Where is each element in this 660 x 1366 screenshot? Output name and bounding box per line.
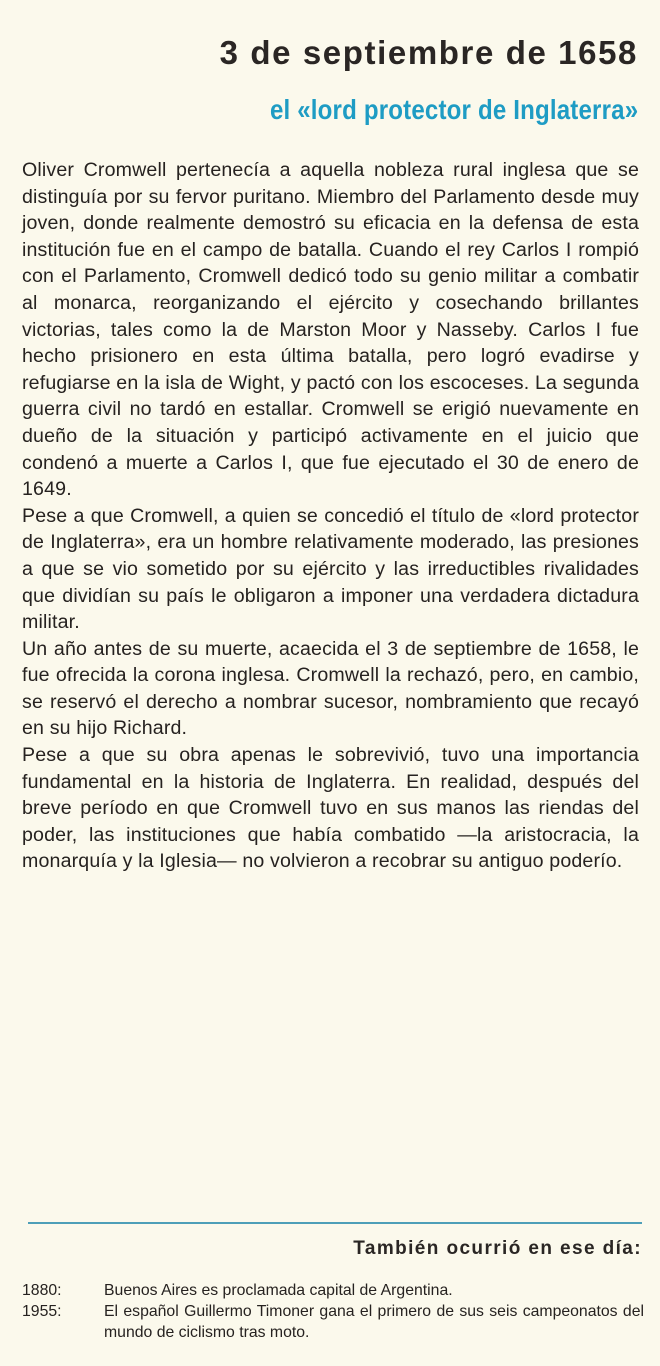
page-subtitle: el «lord protector de Inglaterra» (269, 94, 638, 125)
list-item (22, 1301, 644, 1343)
article-paragraph: Pese a que su obra apenas le sobrevivió, tuvo una importancia fundamental en la historia de Inglaterra. En realidad, después del breve período en que Cromwell tuvo en sus manos las riendas del poder, las instituciones que había combatido —la aristocracia, la monarquía y la Iglesia— no volvieron a recobrar su antiguo poderío. (22, 744, 639, 873)
article-paragraph: Un año antes de su muerte, acaecida el 3 de septiembre de 1658, le fue ofrecida la corona inglesa. Cromwell la rechazó, pero, en cambio, se reservó el derecho a nombrar sucesor, nombramiento que recayó en su hijo Richard. (22, 637, 639, 740)
event-text: El español Guillermo Timoner gana el primero de sus seis campeonatos del mundo de ciclismo tras moto. (104, 1303, 644, 1341)
article-body (22, 157, 639, 875)
article-paragraph: Oliver Cromwell pertenecía a aquella nobleza rural inglesa que se distinguía por su fervor puritano. Miembro del Parlamento desde muy joven, donde realmente demostró su eficacia en la defensa de esta institución fue en el campo de batalla. Cuando el rey Carlos I rompió con el Parlamento, Cromwell dedicó todo su genio militar a combatir al monarca, reorganizando el ejército y cosechando brillantes victorias, tales como la de Marston Moor y Nasseby. Carlos I fue hecho prisionero en esta última batalla, pero logró evadirse y refugiarse en la isla de Wight, y pactó con los escoceses. La segunda guerra civil no tardó en estallar. Cromwell se erigió nuevamente en dueño de la situación y participó activamente en el juicio que condenó a muerte a Carlos I, que fue ejecutado el 30 de enero de 1649. (22, 159, 639, 501)
events-list (22, 1280, 644, 1343)
event-text: Buenos Aires es proclamada capital de Argentina. (104, 1282, 453, 1299)
section-divider (28, 1222, 642, 1224)
list-item (22, 1280, 644, 1301)
event-year: 1955: (22, 1303, 62, 1320)
article-paragraph: Pese a que Cromwell, a quien se concedió el título de «lord protector de Inglaterra», era un hombre relativamente moderado, las presiones a que se vio sometido por su ejército y las irreductibles rivalidades que dividían su país le obligaron a imponer una verdadera dictadura militar. (22, 504, 639, 634)
event-year: 1880: (22, 1282, 62, 1299)
page-title: 3 de septiembre de 1658 (219, 34, 638, 71)
also-happened-heading: También ocurrió en ese día: (353, 1238, 642, 1259)
